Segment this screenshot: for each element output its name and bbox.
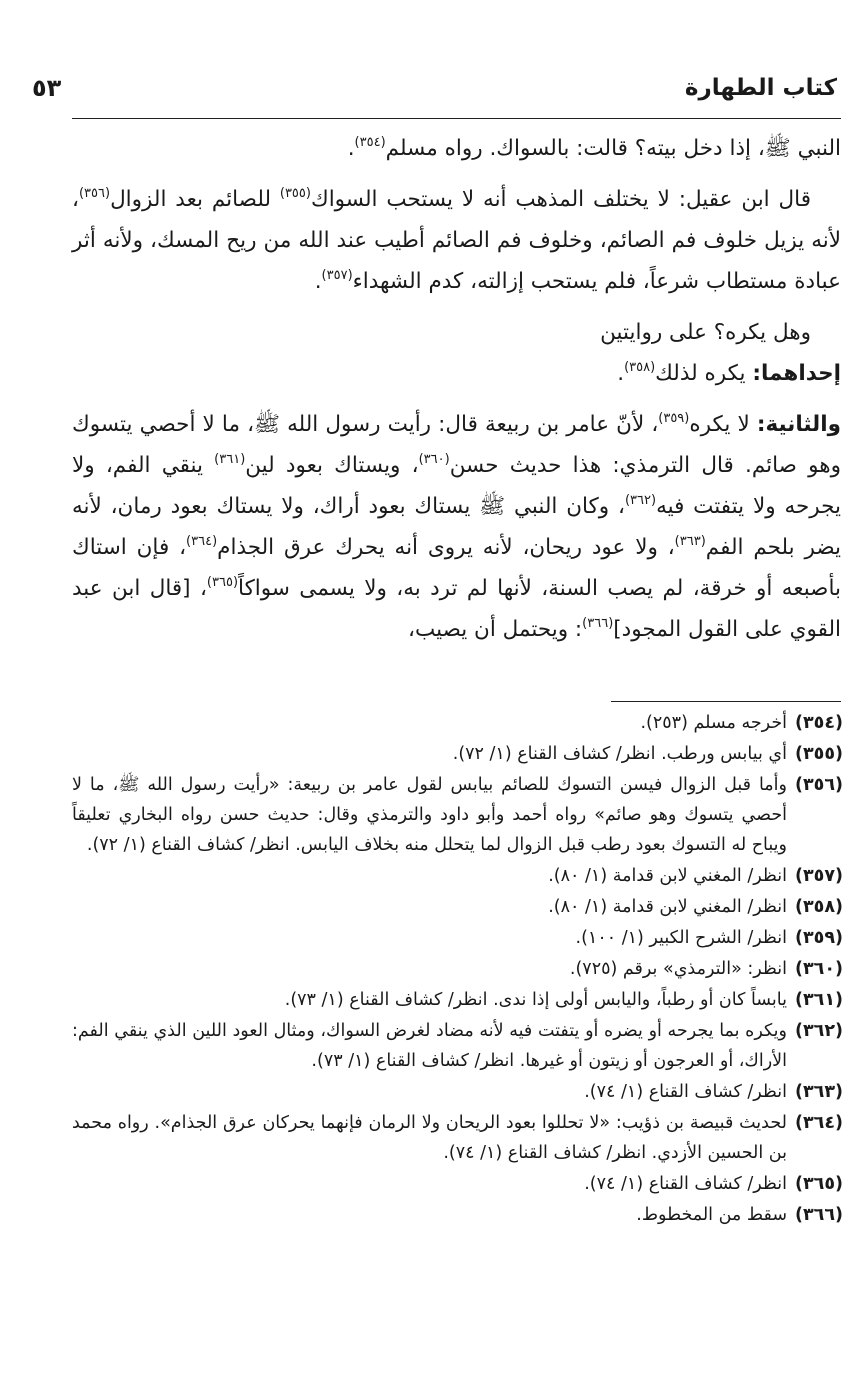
footnote-text: لحديث قبيصة بن ذؤيب: «لا تحللوا بعود الريحان ولا الرمان فإنهما يحركان عرق الجذام». رواه محمد بن الحسين الأزدي. انظر/ كشاف القناع (١/ ٧٤). — [72, 1113, 787, 1163]
paragraph-3 — [72, 312, 841, 353]
footnote-reference: (٣٥٩) — [658, 411, 690, 426]
paragraph-text: ينقي الفم، ولا يجرحه ولا يتفتت فيه — [72, 453, 841, 519]
footnote-text: انظر/ كشاف القناع (١/ ٧٤). — [584, 1174, 787, 1194]
footnote-entry — [72, 1077, 843, 1107]
footnote-reference: (٣٦٥) — [206, 575, 239, 590]
paragraph-text: ، ولا عود ريحان، لأنه يروى أنه يحرك عرق الجذام — [217, 535, 675, 560]
paragraph-text: . — [347, 136, 355, 161]
footnote-number: (٣٥٤) — [794, 713, 843, 733]
footnote-entry — [72, 1169, 843, 1199]
footnote-entry — [72, 861, 843, 891]
footnote-reference: (٣٦٤) — [186, 534, 218, 549]
footnote-entry — [72, 1016, 843, 1076]
footnote-text: وأما قبل الزوال فيسن التسوك للصائم بيابس لقول عامر بن ربيعة: «رأيت رسول الله ﷺ، ما لا أحصي يتسوك وهو صائم» رواه أحمد وأبو داود والترمذي وقال: حديث حسن رواه البخاري تعليقاً ويباح له التسوك بعود رطب قبل الزوال لما يتحلل منه بخلاف اليابس. انظر/ كشاف القناع (١/ ٧٢). — [72, 775, 787, 855]
footnote-text: سقط من المخطوط. — [636, 1205, 787, 1225]
footnote-entry — [72, 1108, 843, 1168]
footnote-text: انظر/ الشرح الكبير (١/ ١٠٠). — [575, 928, 787, 948]
paragraph-text: ، فإن استاك بأصبعه أو خرقة، لم يصب السنة، لأنها لم ترد به، ولا يسمى سواكاً — [72, 535, 841, 601]
footnote-number: (٣٥٩) — [794, 928, 843, 948]
footnote-number: (٣٥٥) — [794, 744, 843, 764]
footnote-number: (٣٥٧) — [794, 866, 843, 886]
footnote-reference: (٣٦٣) — [674, 534, 706, 549]
footnote-entry — [72, 770, 843, 860]
footnote-text: انظر/ المغني لابن قدامة (١/ ٨٠). — [548, 866, 787, 886]
paragraph-1 — [72, 128, 841, 169]
paragraph-text: : ويحتمل أن يصيب، — [408, 617, 583, 642]
footnote-reference: (٣٦٢) — [624, 493, 657, 508]
paragraph-lead-word: والثانية: — [756, 412, 841, 437]
running-header — [32, 70, 837, 106]
paragraph-text: لا يكره — [689, 412, 757, 437]
footnote-reference: (٣٥٧) — [321, 268, 353, 283]
paragraph-text: ، ويستاك بعود لين — [245, 453, 419, 478]
footnote-entry — [72, 892, 843, 922]
paragraph-text: ، لأنه يزيل خلوف فم الصائم، وخلوف فم الصائم أطيب عند الله من ريح المسك، ولأنه أثر عبادة مستطاب شرعاً، فلم يستحب إزالته، كدم الشهداء — [72, 187, 841, 294]
footnote-text: ويكره بما يجرحه أو يضره أو يتفتت فيه لأنه مضاد لغرض السواك، ومثال العود اللين الذي ينقي الفم: الأراك، أو العرجون أو زيتون أو غيرها. انظر/ كشاف القناع (١/ ٧٣). — [72, 1021, 787, 1071]
paragraph-text: قال ابن عقيل: لا يختلف المذهب أنه لا يستحب السواك — [310, 187, 811, 212]
paragraph-text: النبي ﷺ، إذا دخل بيته؟ قالت: بالسواك. رواه مسلم — [385, 136, 841, 161]
footnote-number: (٣٦٤) — [794, 1113, 843, 1133]
footnote-reference: (٣٥٨) — [624, 360, 656, 375]
footnote-number: (٣٦١) — [794, 990, 843, 1010]
footnote-text: أي بيابس ورطب. انظر/ كشاف القناع (١/ ٧٢). — [452, 744, 787, 764]
paragraph-text: ، [قال ابن عبد القوي على القول المجود] — [72, 576, 841, 642]
footnote-divider — [611, 701, 841, 702]
paragraph-4 — [72, 353, 841, 394]
footnote-entry — [72, 1200, 843, 1230]
footnote-text: أخرجه مسلم (٢٥٣). — [640, 713, 787, 733]
footnote-text: انظر/ المغني لابن قدامة (١/ ٨٠). — [548, 897, 787, 917]
paragraph-text: يكره لذلك — [655, 361, 753, 386]
main-body-text — [72, 128, 841, 650]
footnote-number: (٣٦٥) — [794, 1174, 843, 1194]
footnote-entry — [72, 708, 843, 738]
paragraph-lead-word: إحداهما: — [752, 361, 841, 386]
footnotes-section — [72, 708, 843, 1231]
header-divider — [72, 118, 841, 119]
footnote-entry — [72, 954, 843, 984]
paragraph-text: وهل يكره؟ على روايتين — [600, 320, 811, 345]
footnote-entry — [72, 985, 843, 1015]
footnote-entry — [72, 739, 843, 769]
paragraph-text: ، وكان النبي ﷺ يستاك بعود أراك، ولا يستاك بعود رمان، لأنه يضر بلحم الفم — [72, 494, 841, 560]
footnote-reference: (٣٥٥) — [279, 186, 311, 201]
footnote-number: (٣٦٦) — [794, 1205, 843, 1225]
paragraph-5 — [72, 404, 841, 650]
footnote-reference: (٣٦٦) — [582, 616, 614, 631]
footnote-number: (٣٥٦) — [794, 775, 843, 795]
paragraph-text: . — [314, 269, 322, 294]
footnote-number: (٣٦٠) — [794, 959, 843, 979]
paragraph-text: للصائم بعد الزوال — [110, 187, 280, 212]
footnote-entry — [72, 923, 843, 953]
running-title: كتاب الطهارة — [684, 75, 837, 101]
paragraph-text: ، لأنّ عامر بن ربيعة قال: رأيت رسول الله ﷺ، ما لا أحصي يتسوك وهو صائم. قال الترمذي: هذا حديث حسن — [72, 412, 841, 478]
page-number: ٥٣ — [32, 74, 62, 102]
footnote-number: (٣٦٢) — [794, 1021, 843, 1041]
footnote-reference: (٣٥٦) — [78, 186, 111, 201]
footnote-reference: (٣٦٠) — [418, 452, 450, 467]
footnote-text: انظر: «الترمذي» برقم (٧٢٥). — [569, 959, 787, 979]
footnote-text: يابساً كان أو رطباً، واليابس أولى إذا ندى. انظر/ كشاف القناع (١/ ٧٣). — [284, 990, 787, 1010]
paragraph-text: . — [617, 361, 625, 386]
footnote-reference: (٣٥٤) — [354, 135, 386, 150]
footnote-reference: (٣٦١) — [214, 452, 246, 467]
footnote-number: (٣٥٨) — [794, 897, 843, 917]
footnote-text: انظر/ كشاف القناع (١/ ٧٤). — [584, 1082, 787, 1102]
paragraph-2 — [72, 179, 841, 302]
footnote-number: (٣٦٣) — [794, 1082, 843, 1102]
